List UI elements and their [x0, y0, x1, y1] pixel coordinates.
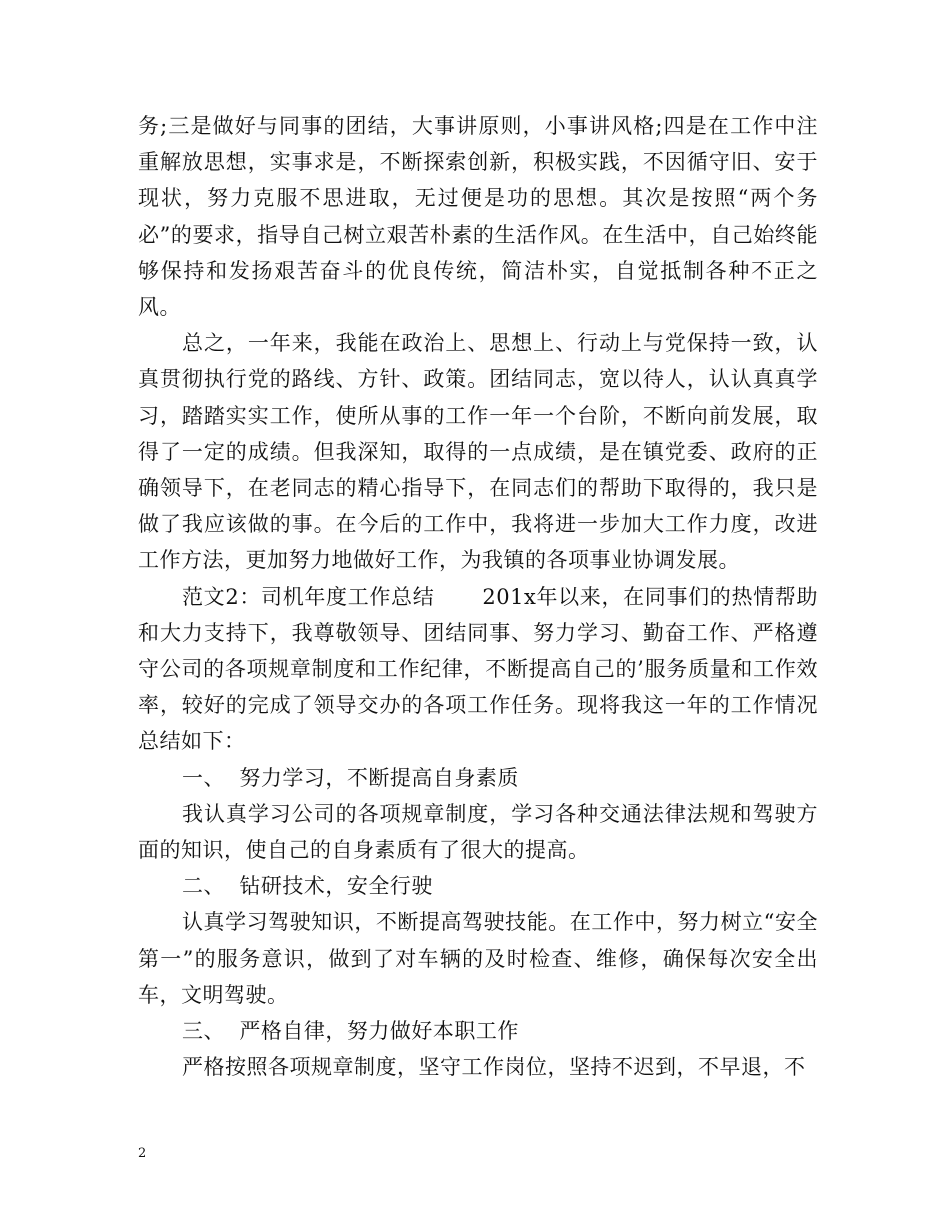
section-heading-1: 一、 努力学习，不断提高自身素质 [182, 765, 519, 790]
section-heading-2: 二、 钻研技术，安全行驶 [182, 874, 433, 899]
section-heading-3: 三、 严格自律，努力做好本职工作 [182, 1019, 519, 1044]
paragraph-continuation: 务;三是做好与同事的团结，大事讲原则，小事讲风格;四是在工作中注重解放思想，实事求是，不断探索创新，积极实践，不因循守旧、安于现状，努力克服不思进取，无过便是功的思想。其次是按照“两个务必”的要求，指导自己树立艰苦朴素的生活作风。在生活中，自己始终能够保持和发扬艰苦奋斗的优良传统，简洁朴实，自觉抵制各种不正之风。 [138, 114, 818, 320]
paragraph-summary: 总之，一年来，我能在政治上、思想上、行动上与党保持一致，认真贯彻执行党的路线、方针、政策。团结同志，宽以待人，认认真真学习，踏踏实实工作，使所从事的工作一年一个台阶，不断向前发展，取得了一定的成绩。但我深知，取得的一点成绩，是在镇党委、政府的正确领导下，在老同志的精心指导下，在同志们的帮助下取得的，我只是做了我应该做的事。在今后的工作中，我将进一步加大工作力度，改进工作方法，更加努力地做好工作，为我镇的各项事业协调发展。 [138, 331, 818, 573]
sample-2-intro: 201x年以来，在同事们的热情帮助和大力支持下，我尊敬领导、团结同事、努力学习、勤奋工作、严格遵守公司的各项规章制度和工作纪律，不断提高自己的’服务质量和工作效率，较好的完成了领导交办的各项工作任务。现将我这一年的工作情况总结如下： [138, 584, 818, 754]
section-body-2: 认真学习驾驶知识，不断提高驾驶技能。在工作中，努力树立“安全第一”的服务意识，做到了对车辆的及时检查、维修，确保每次安全出车，文明驾驶。 [138, 910, 818, 1007]
document-body [138, 108, 818, 1085]
section-body-3: 严格按照各项规章制度，坚守工作岗位，坚持不迟到，不早退，不 [182, 1055, 806, 1080]
page-number: 2 [138, 1146, 147, 1161]
paragraph-sample-2 [138, 579, 818, 760]
section-body-1: 我认真学习公司的各项规章制度，学习各种交通法律法规和驾驶方面的知识，使自己的自身素质有了很大的提高。 [138, 801, 818, 863]
sample-2-heading: 范文2：司机年度工作总结 [182, 584, 435, 609]
